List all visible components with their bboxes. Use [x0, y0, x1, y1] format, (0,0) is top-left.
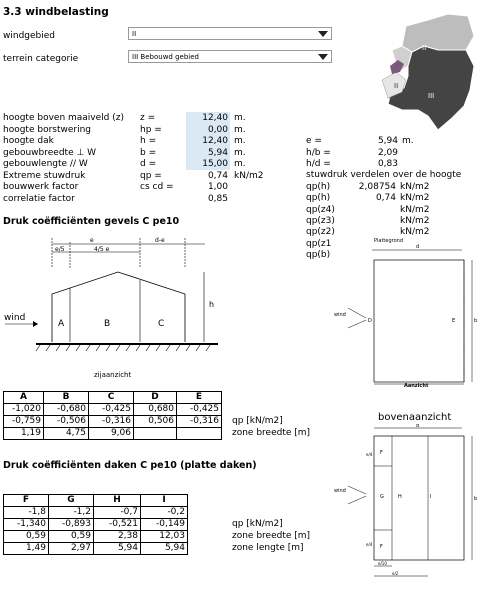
- table-header: B: [44, 392, 89, 404]
- param-label: gebouwbreedte ⊥ W: [3, 147, 97, 158]
- table-cell: -0,316: [89, 416, 134, 428]
- param-unit: m.: [234, 147, 246, 158]
- zone-h: H: [398, 494, 402, 500]
- table-cell: 5,94: [94, 543, 141, 555]
- windgebied-map: [378, 6, 478, 132]
- table-cell: -0,521: [94, 519, 141, 531]
- ratio-value: 5,94: [377, 136, 398, 146]
- top-e10: e/10: [378, 561, 387, 566]
- terrein-label: terrein categorie: [3, 54, 79, 64]
- table-header: G: [49, 495, 94, 507]
- table-cell: 1,19: [4, 428, 44, 440]
- map-region-north: [402, 14, 474, 52]
- ratio-value: 2,09: [377, 147, 398, 158]
- map-label-iii: III: [428, 92, 435, 100]
- map-label-i: I: [389, 96, 392, 104]
- qp-label: qp(z2): [306, 227, 335, 238]
- table-cell: 0,59: [4, 531, 49, 543]
- param-label: gebouwlengte // W: [3, 159, 88, 169]
- zone-a: A: [58, 319, 65, 329]
- table-cell: -0,425: [177, 404, 222, 416]
- side-view-diagram: [0, 232, 240, 380]
- wind-label: wind: [4, 313, 26, 323]
- ratio-unit: m.: [402, 136, 414, 146]
- table-cell: -0,680: [44, 404, 89, 416]
- qp-value: 0,74: [375, 193, 396, 204]
- param-unit: m.: [234, 136, 246, 146]
- table-cell: 5,94: [141, 543, 188, 555]
- ratio-value: 0,83: [377, 159, 398, 169]
- table-cell: -0,2: [141, 507, 188, 519]
- row-label: zone lengte [m]: [232, 543, 304, 553]
- plan-caption: Aanzicht: [404, 383, 429, 389]
- table-header: D: [134, 392, 177, 404]
- table-cell: -1,340: [4, 519, 49, 531]
- label-h: h: [209, 300, 215, 309]
- param-value: 5,94: [207, 147, 228, 158]
- table-cell: 0,59: [49, 531, 94, 543]
- table-cell: -0,316: [177, 416, 222, 428]
- side-caption: zijaanzicht: [94, 371, 132, 379]
- plan-D: D: [368, 318, 372, 324]
- top-e4-a: e/4: [366, 452, 373, 457]
- qp-label: qp(h): [306, 193, 331, 204]
- table-cell: -0,425: [89, 404, 134, 416]
- zone-f1: F: [380, 450, 383, 456]
- stuwdruk-title: stuwdruk verdelen over de hoogte: [306, 170, 462, 180]
- table-cell: 0,506: [134, 416, 177, 428]
- table-cell: [134, 428, 177, 440]
- chevron-down-icon: [318, 31, 328, 37]
- param-symbol: cs cd =: [140, 182, 174, 192]
- table-cell: -0,759: [4, 416, 44, 428]
- qp-value: 2,08754: [358, 182, 396, 192]
- zone-i: I: [430, 494, 432, 500]
- table-row: [4, 416, 222, 428]
- plan-wind: wind: [334, 312, 346, 318]
- row-label: zone breedte [m]: [232, 531, 311, 541]
- table-cell: 2,38: [94, 531, 141, 543]
- row-label: qp [kN/m2]: [232, 519, 283, 529]
- qp-unit: kN/m2: [400, 204, 430, 215]
- param-value: 0,74: [207, 170, 228, 181]
- top-e4-b: e/4: [366, 542, 373, 547]
- qp-label: qp(b): [306, 249, 331, 260]
- table-cell: 9,06: [89, 428, 134, 440]
- param-symbol: qp =: [140, 170, 162, 181]
- windgebied-select[interactable]: [128, 27, 332, 40]
- table-header: I: [141, 495, 188, 507]
- param-label: hoogte boven maaiveld (z): [3, 113, 124, 123]
- qp-unit: kN/m2: [400, 193, 430, 204]
- param-value: 12,40: [202, 113, 228, 123]
- plan-title: Plattegrond: [374, 238, 403, 244]
- table-row: [4, 543, 188, 555]
- top-b: b: [474, 496, 478, 502]
- plan-b: b: [474, 318, 478, 324]
- top-wind: wind: [334, 488, 346, 494]
- label-e: e: [90, 237, 94, 244]
- table-cell: -1,8: [4, 507, 49, 519]
- table-cell: -1,020: [4, 404, 44, 416]
- windgebied-value: II: [132, 30, 137, 38]
- param-symbol: d =: [140, 159, 157, 169]
- table-cell: -0,506: [44, 416, 89, 428]
- label-e5: e/5: [55, 246, 65, 253]
- top-view-title: bovenaanzicht: [378, 412, 452, 423]
- qp-unit: kN/m2: [400, 182, 430, 192]
- table-header: H: [94, 495, 141, 507]
- table-header: F: [4, 495, 49, 507]
- param-unit: m.: [234, 124, 246, 135]
- param-label: bouwwerk factor: [3, 182, 79, 192]
- row-label: zone breedte [m]: [232, 428, 311, 438]
- label-de: d-e: [155, 237, 165, 244]
- table-cell: -0,893: [49, 519, 94, 531]
- table-row: [4, 404, 222, 416]
- table-row: [4, 507, 188, 519]
- zone-g: G: [380, 494, 384, 500]
- table-row: [4, 531, 188, 543]
- daken-table: [3, 494, 188, 555]
- terrein-select[interactable]: [128, 50, 332, 63]
- table-cell: -0,149: [141, 519, 188, 531]
- plan-diagram: [330, 234, 480, 390]
- param-value: 0,85: [207, 193, 228, 204]
- row-label: qp [kN/m2]: [232, 416, 283, 426]
- param-unit: kN/m2: [234, 170, 264, 181]
- param-label: hoogte dak: [3, 136, 54, 146]
- zone-c: C: [158, 319, 165, 329]
- param-unit: m.: [234, 159, 246, 169]
- param-value: 15,00: [202, 159, 228, 169]
- plan-E: E: [452, 318, 456, 324]
- top-e2: e/2: [392, 571, 399, 576]
- qp-unit: kN/m2: [400, 215, 430, 226]
- table-cell: 12,03: [141, 531, 188, 543]
- table-cell: -0,7: [94, 507, 141, 519]
- plan-d: d: [416, 244, 420, 250]
- qp-label: qp(z3): [306, 215, 335, 226]
- zone-b: B: [104, 319, 111, 329]
- param-symbol: z =: [140, 113, 156, 123]
- qp-label: qp(z1: [306, 238, 332, 249]
- table-header: A: [4, 392, 44, 404]
- qp-label: qp(z4): [306, 204, 335, 215]
- gevels-table: [3, 391, 222, 440]
- param-label: Extreme stuwdruk: [3, 170, 86, 181]
- qp-label: qp(h): [306, 182, 331, 192]
- table-header: C: [89, 392, 134, 404]
- ratio-label: h/b =: [306, 147, 331, 158]
- param-label: hoogte borstwering: [3, 124, 92, 135]
- windgebied-label: windgebied: [3, 31, 55, 41]
- table-cell: 4,75: [44, 428, 89, 440]
- terrein-value: III Bebouwd gebied: [132, 53, 199, 61]
- top-view-diagram: [330, 424, 480, 584]
- table-row: [4, 428, 222, 440]
- chevron-down-icon: [318, 54, 328, 60]
- table-header: E: [177, 392, 222, 404]
- table-cell: 2,97: [49, 543, 94, 555]
- param-label: correlatie factor: [3, 193, 75, 204]
- qp-unit: kN/m2: [400, 227, 430, 238]
- table-cell: -1,2: [49, 507, 94, 519]
- param-value: 1,00: [207, 182, 228, 192]
- map-label-ii-coast: II: [394, 82, 399, 90]
- top-d: d: [416, 424, 420, 429]
- gevels-title: Druk coëfficiënten gevels C pe10: [3, 216, 180, 227]
- ratio-label: h/d =: [306, 159, 331, 169]
- table-row: [4, 519, 188, 531]
- daken-title: Druk coëfficiënten daken C pe10 (platte daken): [3, 460, 257, 471]
- label-e45: 4/5 e: [94, 246, 110, 253]
- param-value: 12,40: [202, 136, 228, 146]
- param-symbol: b =: [140, 147, 157, 158]
- table-cell: 0,680: [134, 404, 177, 416]
- map-label-ii: II: [422, 44, 427, 52]
- param-symbol: h =: [140, 136, 157, 146]
- param-value: 0,00: [207, 124, 228, 135]
- section-title: 3.3 windbelasting: [3, 6, 109, 18]
- table-cell: [177, 428, 222, 440]
- table-cell: 1,49: [4, 543, 49, 555]
- zone-f2: F: [380, 544, 383, 550]
- param-symbol: hp =: [140, 124, 162, 135]
- param-unit: m.: [234, 113, 246, 123]
- ratio-label: e =: [306, 136, 322, 146]
